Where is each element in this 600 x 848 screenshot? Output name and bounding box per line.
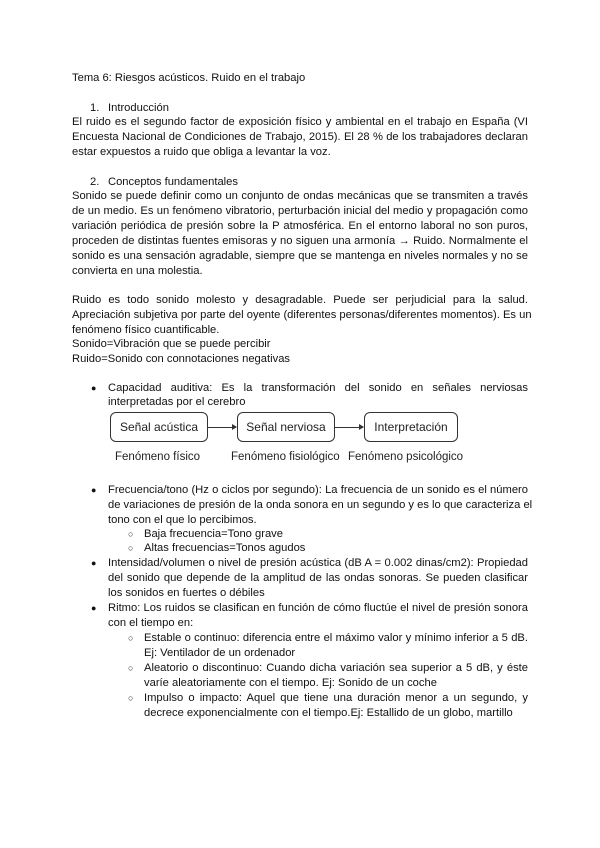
frecuencia-line: tono con el que lo percibimos. <box>108 514 257 526</box>
document-title: Tema 6: Riesgos acústicos. Ruido en el trabajo <box>72 72 306 84</box>
bullet-icon: ● <box>91 558 97 568</box>
capacidad-line: interpretadas por el cerebro <box>108 396 246 408</box>
section-2-number: 2. <box>90 176 100 188</box>
bullet-icon: ● <box>91 383 97 393</box>
arrow-right-icon <box>208 427 236 428</box>
intro-line: estar expuestos a ruido que obliga a levantar la voz. <box>72 146 331 158</box>
diagram-box-senal-acustica: Señal acústica <box>110 412 208 442</box>
frecuencia-line: Frecuencia/tono (Hz o ciclos por segundo): La frecuencia de un sonido es el número <box>108 484 528 496</box>
concept-line: de un medio. Es un fenómeno vibratorio, perturbación inicial del medio y propagación como <box>72 205 528 217</box>
ritmo-sub-line: Ej: Ventilador de un ordenador <box>144 647 296 659</box>
capacidad-line: Capacidad auditiva: Es la transformación del sonido en señales nerviosas <box>108 382 528 394</box>
ritmo-sub-line: Aleatorio o discontinuo: Cuando dicha variación sea superior a 5 dB, y éste <box>144 662 528 674</box>
intro-line: Encuesta Nacional de Condiciones de Trabajo, 2015). El 28 % de los trabajadores declaran <box>72 131 528 143</box>
circle-bullet-icon: ○ <box>128 663 134 673</box>
concept-line: proceden de distintas fuentes emisoras y no siguen una armonía → Ruido. Normalmente el <box>72 235 528 247</box>
circle-bullet-icon: ○ <box>128 529 134 539</box>
ritmo-line: Ritmo: Los ruidos se clasifican en función de cómo fluctúe el nivel de presión sonora <box>108 602 528 614</box>
definition-ruido: Ruido=Sonido con connotaciones negativas <box>72 353 291 365</box>
ritmo-line: con el tiempo en: <box>108 617 194 629</box>
section-2-heading: Conceptos fundamentales <box>108 176 238 188</box>
arrow-right-icon <box>335 427 363 428</box>
frecuencia-sub: Altas frecuencias=Tonos agudos <box>144 542 306 554</box>
diagram-caption: Fenómeno físico <box>115 451 201 463</box>
circle-bullet-icon: ○ <box>128 633 134 643</box>
diagram-box-senal-nerviosa: Señal nerviosa <box>237 412 335 442</box>
concept-line: variación periódica de presión sobre la P atmosférica. En el entorno laboral no son puros, <box>72 220 528 232</box>
concept-line: convierta en una molestia. <box>72 265 203 277</box>
diagram-box-interpretacion: Interpretación <box>364 412 458 442</box>
concept-line: sonido es una sensación agradable, siempre que se mantenga en niveles normales y no se <box>72 250 528 262</box>
ritmo-sub-line: Estable o continuo: diferencia entre el máximo valor y mínimo inferior a 5 dB. <box>144 632 528 644</box>
intensidad-line: del sonido que depende de la amplitud de las ondas sonoras. Se pueden clasificar <box>108 572 528 584</box>
intensidad-line: los sonidos en fuertes o débiles <box>108 587 265 599</box>
ruido-line: Apreciación subjetiva por parte del oyente (diferentes personas/diferentes momentos). Es un <box>72 309 532 321</box>
bullet-icon: ● <box>91 485 97 495</box>
definition-sonido: Sonido=Vibración que se puede percibir <box>72 338 271 350</box>
frecuencia-line: de variaciones de presión de la onda sonora en un segundo y es lo que caracteriza el <box>108 499 533 511</box>
ritmo-sub-line: varíe aleatoriamente con el tiempo. Ej: Sonido de un coche <box>144 677 437 689</box>
diagram-caption: Fenómeno fisiológico <box>231 451 340 463</box>
intensidad-line: Intensidad/volumen o nivel de presión acústica (dB A = 0.002 dinas/cm2): Propiedad <box>108 557 528 569</box>
ruido-line: fenómeno físico cuantificable. <box>72 324 220 336</box>
diagram-caption: Fenómeno psicológico <box>348 451 464 463</box>
frecuencia-sub: Baja frecuencia=Tono grave <box>144 528 284 540</box>
ritmo-sub-line: Impulso o impacto: Aquel que tiene una duración menor a un segundo, y <box>144 692 528 704</box>
circle-bullet-icon: ○ <box>128 543 134 553</box>
concept-line: Sonido se puede definir como un conjunto de ondas mecánicas que se transmiten a través <box>72 190 528 202</box>
section-1-heading: Introducción <box>108 102 169 114</box>
circle-bullet-icon: ○ <box>128 693 134 703</box>
intro-line: El ruido es el segundo factor de exposición físico y ambiental en el trabajo en España (VI <box>72 116 528 128</box>
section-1-number: 1. <box>90 102 100 114</box>
ruido-line: Ruido es todo sonido molesto y desagradable. Puede ser perjudicial para la salud. <box>72 294 528 306</box>
bullet-icon: ● <box>91 603 97 613</box>
ritmo-sub-line: decrece exponencialmente con el tiempo.Ej: Estallido de un globo, martillo <box>144 707 513 719</box>
